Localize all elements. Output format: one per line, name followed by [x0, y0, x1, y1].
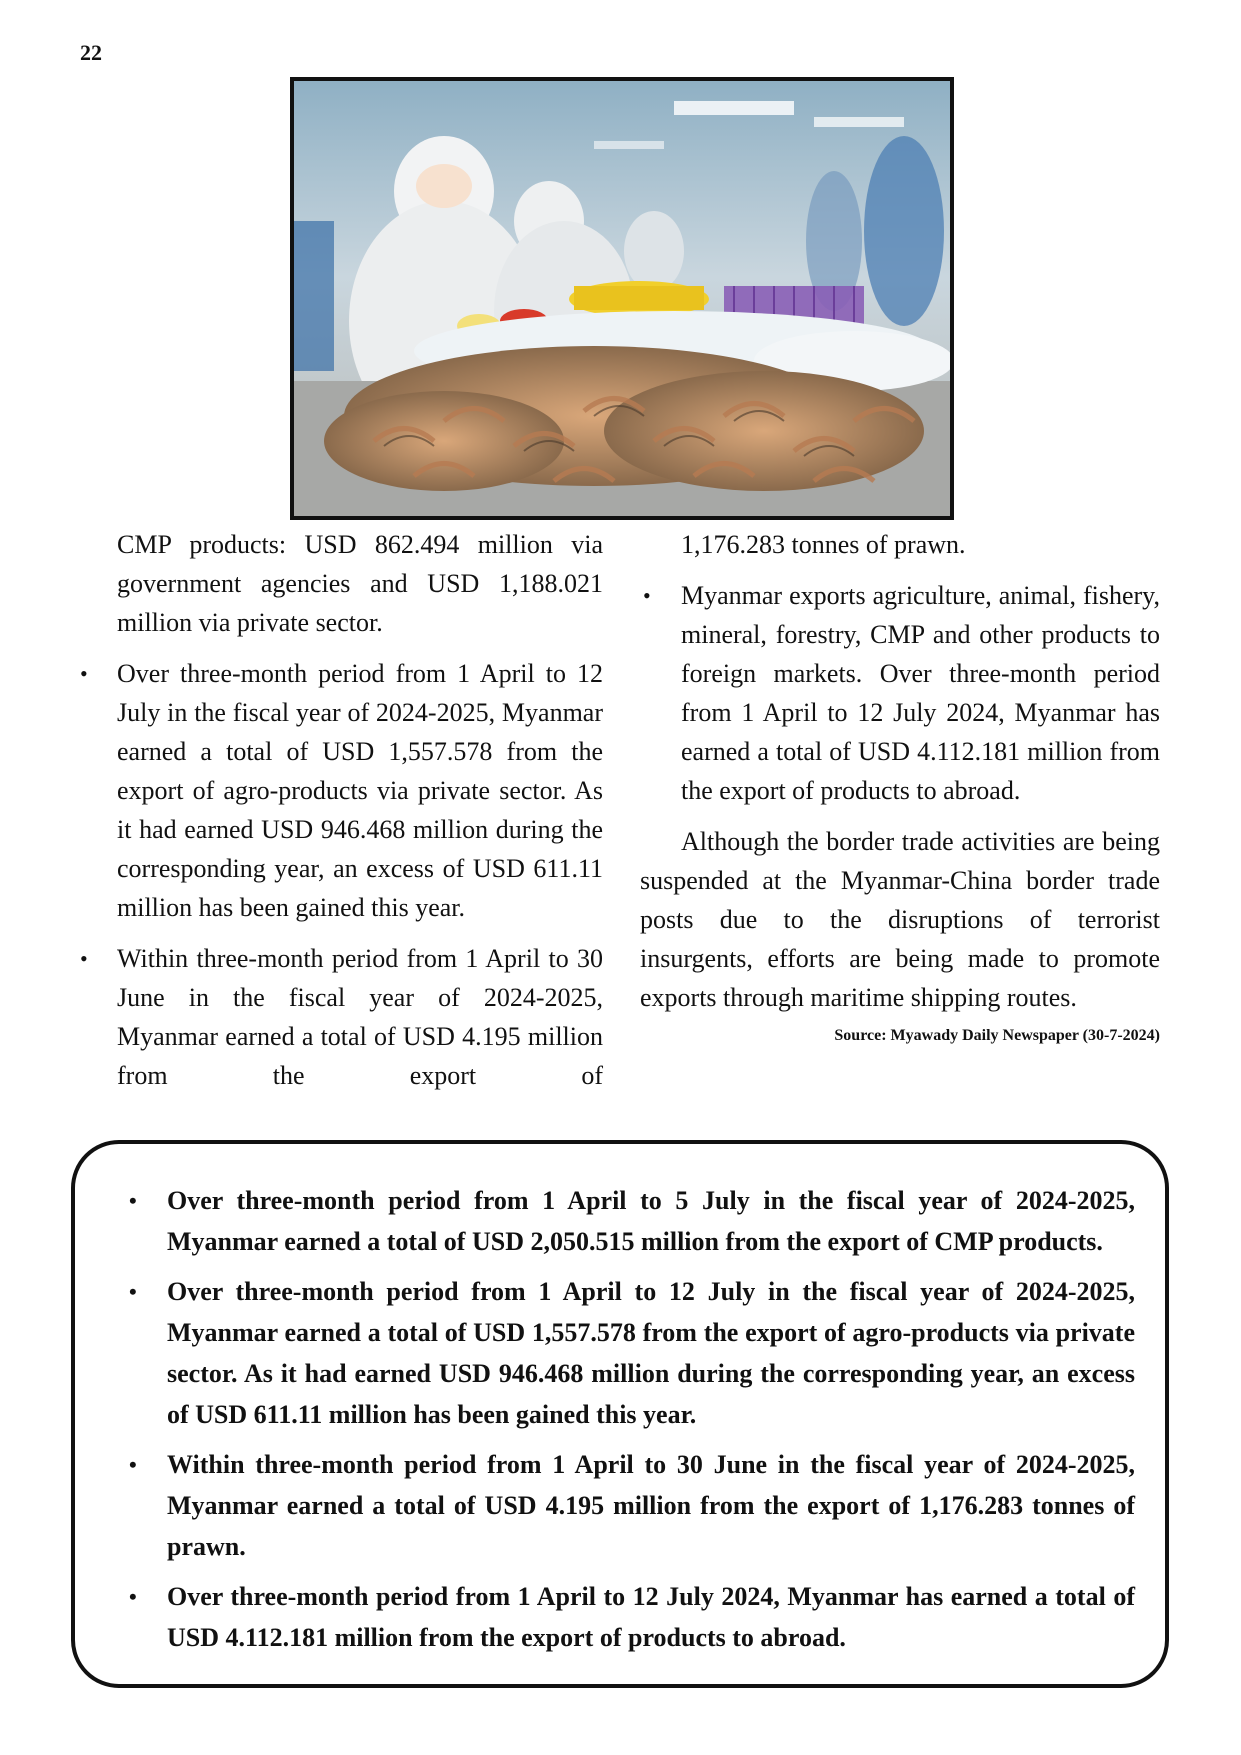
source-citation: Source: Myawady Daily Newspaper (30-7-2024) [834, 1027, 1160, 1044]
page-number: 22 [80, 40, 102, 65]
summary-item-text: Over three-month period from 1 April to 12 July 2024, Myanmar has earned a total of USD 4.112.181 million from the export of products to abroad. [167, 1582, 1135, 1652]
summary-item [105, 1180, 1135, 1262]
left-column [80, 525, 603, 1107]
summary-item [105, 1271, 1135, 1435]
shrimp-processing-photo [290, 77, 954, 520]
bullet-icon: • [129, 1452, 137, 1477]
list-item-text: Over three-month period from 1 April to 12 July in the fiscal year of 2024-2025, Myanmar earned a total of USD 1,557.578 from the export of agro-products via private sector. As it had earned USD 946.468 million during the corresponding year, an excess of USD 611.11 million has been gained this year. [117, 659, 603, 922]
left-continuation-text: CMP products: USD 862.494 million via government agencies and USD 1,188.021 million via private sector. [117, 530, 603, 637]
list-item [77, 939, 603, 1095]
photo-illustration [294, 81, 950, 516]
summary-item-text: Over three-month period from 1 April to 5 July in the fiscal year of 2024-2025, Myanmar earned a total of USD 2,050.515 million from the export of CMP products. [167, 1186, 1135, 1256]
summary-item-text: Within three-month period from 1 April to 30 June in the fiscal year of 2024-2025, Myanmar earned a total of USD 4.195 million from the export of 1,176.283 tonnes of prawn. [167, 1450, 1135, 1561]
bullet-icon: • [129, 1188, 137, 1213]
bullet-icon: • [129, 1584, 137, 1609]
summary-list [75, 1144, 1165, 1658]
right-column [640, 525, 1160, 1047]
body-paragraph: Although the border trade activities are being suspended at the Myanmar-China border trade posts due to the disruptions of terrorist insurgents, efforts are being made to promote exports through maritime shipping routes. [640, 827, 1160, 1012]
list-item [77, 654, 603, 927]
list-item-text: Within three-month period from 1 April to 30 June in the fiscal year of 2024-2025, Myanmar earned a total of USD 4.195 million from the export of [117, 944, 603, 1090]
bullet-icon: • [129, 1279, 137, 1304]
list-item-text: Myanmar exports agriculture, animal, fishery, mineral, forestry, CMP and other products to foreign markets. Over three-month period from 1 April to 12 July 2024, Myanmar has earned a total of USD 4.112.181 million from the export of products to abroad. [681, 581, 1160, 805]
summary-item [105, 1576, 1135, 1658]
bullet-icon: • [80, 661, 88, 686]
left-bullet-list [77, 654, 603, 1095]
bullet-icon: • [80, 946, 88, 971]
summary-box [71, 1140, 1169, 1688]
list-item [640, 576, 1160, 810]
right-continuation-text: 1,176.283 tonnes of prawn. [681, 530, 966, 559]
summary-item [105, 1444, 1135, 1567]
bullet-icon: • [643, 583, 651, 608]
right-bullet-list [640, 576, 1160, 810]
summary-item-text: Over three-month period from 1 April to 12 July in the fiscal year of 2024-2025, Myanmar earned a total of USD 1,557.578 from the export of agro-products via private sector. As it had earned USD 946.468 million during the corresponding year, an excess of USD 611.11 million has been gained this year. [167, 1277, 1135, 1429]
